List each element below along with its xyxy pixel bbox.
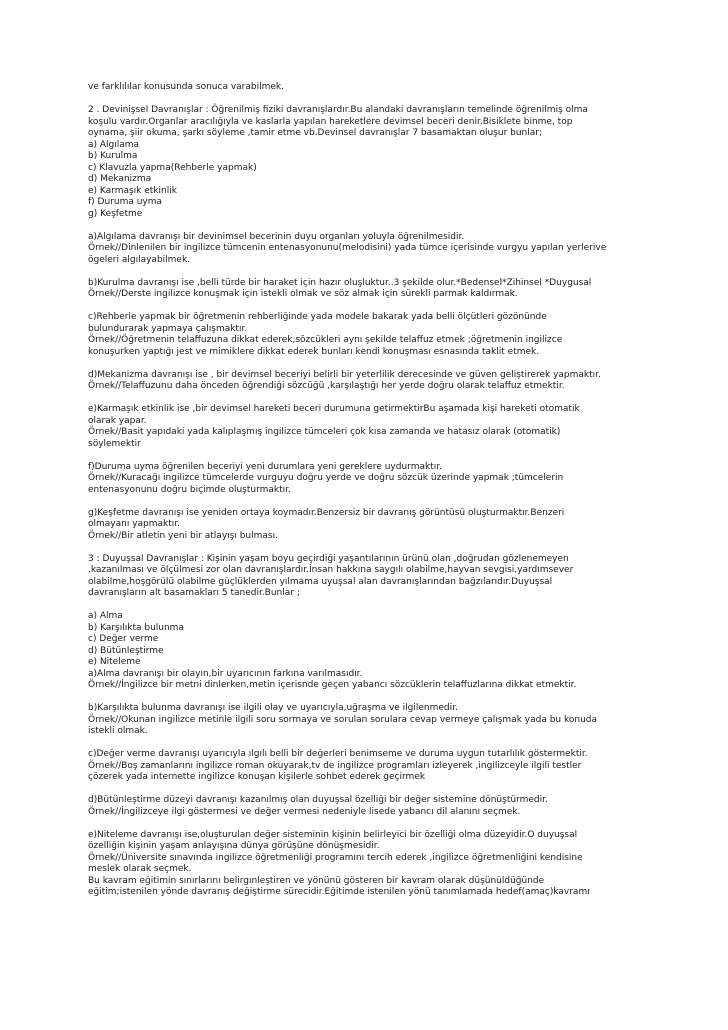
text-line: 2 . Devinişsel Davranışlar : Öğrenilmiş fiziki davranışlardır.Bu alandaki davranışların temelinde öğrenilmiş olma <box>88 105 588 115</box>
text-line: c)Rehberle yapmak bir öğretmenin rehberliğinde yada modele bakarak yada belli ölçütleri gözönünde <box>88 312 547 322</box>
text-line: konuşurken yaptığı jest ve mimiklere dikkat ederek bunları kendi konuşması esnasında taklit etmek. <box>88 346 540 357</box>
paragraph-gap <box>88 301 648 313</box>
text-line: meslek olarak seçmek. <box>88 864 192 874</box>
text-line: olmayanı yapmaktır. <box>88 519 181 529</box>
text-line: a)Alma davranışı bir olayın,bir uyarıcının farkına varılmasıdır. <box>88 668 363 679</box>
text-line: Örnek//Telaffuzunu daha önceden öğrendiği sözcüğü ,karşılaştığı her yerde doğru olarak telaffuz etmektir. <box>88 381 565 391</box>
text-line: çözerek yada internette ingilizce konuşan kişilerle sohbet ederek geçirmek <box>88 772 426 782</box>
text-line: Örnek//Dinlenilen bir ingilizce tümcenin entenasyonunu(melodisini) yada tümce içerisinde vurgyu yapılan yerlerive <box>88 243 607 253</box>
text-line: b) Kurulma <box>88 151 138 161</box>
text-line: a) Alma <box>88 611 123 621</box>
text-line: eğitim;istenilen yönde davranış değiştirme sürecidir.Eğitimde istenilen yönü tanımlamada hedef(amaç)kavramı <box>88 887 590 897</box>
text-line: c)Değer verme davranışı uyarıcıyla ılgılı belli bir değerleri benimseme ve duruma uygun tutarlılık göstermektir. <box>88 749 588 759</box>
text-line: b)Kurulma davranışı ise ,belli türde bir haraket için hazır oluşluktur..3 şekilde olur.*Bedensel*Zihinsel *Duygusal <box>88 277 592 288</box>
paragraph-gap <box>88 358 648 370</box>
text-line: Örnek//Boş zamanlarını ingilizce roman okuyarak,tv de ingilizce programları izleyerek ,ingilizceyle ilgili testler <box>88 760 582 771</box>
paragraph-gap <box>88 784 648 796</box>
text-line: b)Karşılıkta bulunma davranışı ise ilgili olay ve uyarıcıyla,uğraşma ve ilgilenmedir. <box>88 703 458 713</box>
text-line: koşulu vardır.Organlar aracılığıyla ve kaslarla yapılan hareketlere devimsel beceri denir.Bisiklete binme, top <box>88 116 573 127</box>
paragraph-gap <box>88 738 648 750</box>
paragraph-gap <box>88 600 648 612</box>
text-line: Örnek//Okunan ingilizce metinle ilgili soru sormaya ve sorulan sorulara cevap vermeye çalışmak yada bu konuda <box>88 714 598 725</box>
paragraph-gap <box>88 692 648 704</box>
text-line: 3 : Duyuşsal Davranışlar : Kişinin yaşam boyu geçirdiği yaşantılarının ürünü olan ,doğrudan gözlenemeyen <box>88 553 569 564</box>
text-line: e) Niteleme <box>88 657 141 667</box>
text-line: özelliğin kişinin yaşam anlayışına dünya görüşüne dönüşmesidir. <box>88 841 380 851</box>
text-line: Örnek//Öğretmenin telaffuzuna dikkat ederek,sözcükleri aynı şekilde telaffuz etmek ;öğretmenin ingilizce <box>88 335 563 345</box>
text-line: f)Duruma uyma öğrenilen beceriyi yeni durumlara yeni gereklere uydurmaktır. <box>88 461 442 472</box>
text-line: g) Keşfetme <box>88 208 143 219</box>
paragraph-gap <box>88 818 648 830</box>
text-line: d) Bütünleştirme <box>88 645 164 656</box>
text-line: Örnek//İngilizceye ilgi göstermesi ve değer vermesi nedeniyle lisede yabancı dil alanını seçmek. <box>88 806 521 817</box>
paragraph-gap <box>88 220 648 232</box>
text-line: bulundurarak yapmaya çalışmaktır. <box>88 323 248 334</box>
text-line: b) Karşılıkta bulunma <box>88 622 184 633</box>
text-line: e) Karmaşık etkinlik <box>88 185 177 196</box>
text-line: Örnek//Üniversite sınavında ingilizce öğretmenliği programını tercih ederek ,ingilizce öğretmenliğini kendisine <box>88 852 583 863</box>
text-line: Örnek//Basit yapıdaki yada kalıplaşmış ingilizce tümceleri çok kısa zamanda ve hatasız olarak (otomatik) <box>88 427 561 437</box>
paragraph-gap <box>88 450 648 462</box>
text-line: ,kazanılması ve ölçülmesi zor olan davranışlardır.İnsan hakkına saygılı olabilme,hayvan sevgisi,yardımsever <box>88 565 574 575</box>
text-line: e)Niteleme davranışı ise,oluşturulan değer sisteminin kişinin belirleyici bir özelliği olma düzeyidir.O duyuşsal <box>88 829 578 840</box>
paragraph-gap <box>88 393 648 405</box>
paragraph-gap <box>88 94 648 106</box>
text-line: f) Duruma uyma <box>88 197 163 207</box>
text-line: Bu kavram eğitimin sınırlarını belirgınleştiren ve yönünü gösteren bir kavram olarak düşünüldüğünde <box>88 875 545 886</box>
text-line: Örnek//Kuracağı ingilizce tümcelerde vurguyu doğru yerde ve doğru sözcük üzerinde yapmak ;tümcelerin <box>88 473 564 483</box>
text-line: e)Karmaşık etkinlik ise ,bir devimsel hareketi beceri durumuna getirmektirBu aşamada kişi hareketi otomatik <box>88 404 580 414</box>
text-line: c) Değer verme <box>88 634 159 644</box>
text-line: olarak yapar. <box>88 415 147 426</box>
text-line: a) Algılama <box>88 139 140 150</box>
text-line: olabilme,hoşgörülü olabilme güçlüklerden yılmama uyuşsal alan davranışlarından bağzılarıdır.Duyuşsal <box>88 576 553 587</box>
paragraph-gap <box>88 496 648 508</box>
text-line: davranışların alt basamakları 5 tanedir.Bunlar ; <box>88 588 300 598</box>
text-line: ögeleri algılayabilmek. <box>88 254 191 265</box>
paragraph-gap <box>88 542 648 554</box>
text-line: istekli olmak. <box>88 726 148 736</box>
text-line: d) Mekanizma <box>88 174 152 184</box>
text-line: g)Keşfetme davranışı ise yeniden ortaya koymadır.Benzersiz bir davranış görüntüsü oluşturmaktır.Benzeri <box>88 507 565 518</box>
text-line: oynama, şiir okuma, şarkı söyleme ,tamir etme vb.Devinsel davranışlar 7 basamaktan oluşur bunlar; <box>88 128 543 138</box>
text-line: d)Bütünleştirme düzeyi davranışı kazanılmış olan duyuşsal özelliği bir değer sistemine dönüştürmedir. <box>88 795 548 805</box>
text-line: Örnek//Bir atletin yeni bir atlayışı bulması. <box>88 530 278 541</box>
text-line: Örnek//İngilizce bir metni dinlerken,metin içerisnde geçen yabancı sözcüklerin telaffuzlarına dikkat etmektir. <box>88 680 577 690</box>
text-line: entenasyonunu doğru biçimde oluşturmaktır. <box>88 484 291 495</box>
text-line: Örnek//Derste ingilizce konuşmak için istekli olmak ve söz almak için sürekli parmak kaldırmak. <box>88 289 518 299</box>
text-line: a)Algılama davranışı bir devinimsel becerinin duyu organları yoluyla öğrenilmesidir. <box>88 231 465 242</box>
text-line: c) Klavuzla yapma(Rehberle yapmak) <box>88 162 257 173</box>
text-line: ve farklılılar konusunda sonuca varabilmek. <box>88 82 284 92</box>
text-line: d)Mekanizma davranışı ise , bir devimsel beceriyi belirli bir yeterlilik derecesinde ve güven geliştirerek yapmaktır. <box>88 369 601 380</box>
document-page <box>88 82 648 899</box>
text-line: söylemektir <box>88 438 141 449</box>
paragraph-gap <box>88 266 648 278</box>
